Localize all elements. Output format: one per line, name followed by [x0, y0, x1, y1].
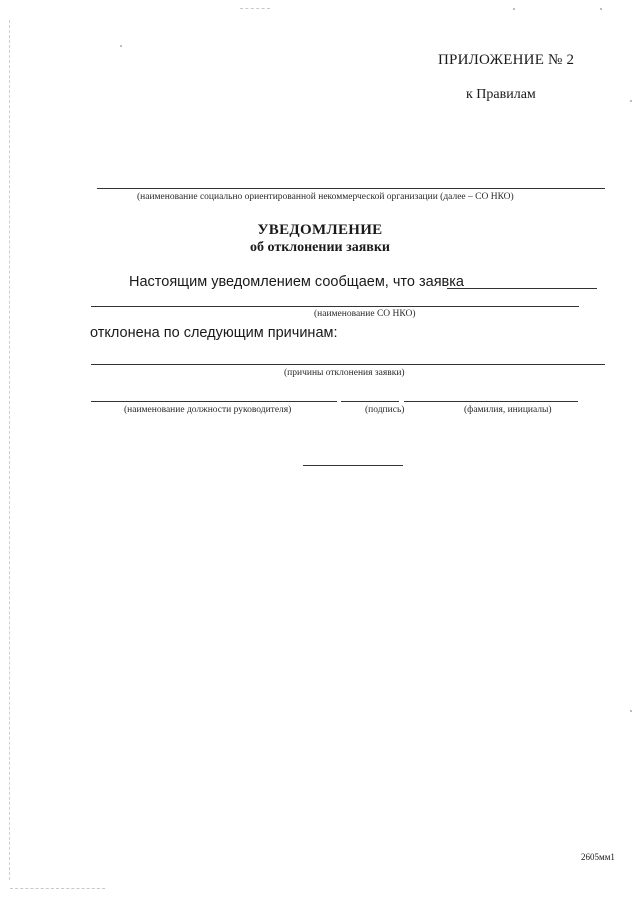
scan-edge-bottom [10, 888, 105, 889]
org-short-line [91, 306, 579, 307]
scan-dot [630, 710, 632, 712]
scan-dot [630, 100, 632, 102]
closing-rule [303, 465, 403, 466]
scan-edge-left [9, 20, 10, 880]
name-caption: (фамилия, инициалы) [464, 405, 552, 415]
signature-line [341, 401, 399, 402]
annex-subtitle: к Правилам [466, 87, 536, 102]
reasons-caption: (причины отклонения заявки) [284, 368, 405, 378]
application-number-line [447, 288, 597, 289]
name-line [404, 401, 578, 402]
position-line [91, 401, 337, 402]
org-name-caption: (наименование социально ориентированной некоммерческой организации (далее – СО НКО) [137, 192, 514, 202]
position-caption: (наименование должности руководителя) [124, 405, 292, 415]
reasons-line [91, 364, 605, 365]
scan-dot [513, 8, 515, 10]
notice-subtitle: об отклонении заявки [250, 240, 390, 255]
signature-caption: (подпись) [365, 405, 405, 415]
annex-title: ПРИЛОЖЕНИЕ № 2 [438, 52, 575, 68]
org-name-line [97, 188, 605, 189]
notice-body-line1: Настоящим уведомлением сообщаем, что заявка [129, 274, 464, 290]
org-short-caption: (наименование СО НКО) [314, 309, 416, 319]
footer-code: 2605мм1 [581, 852, 615, 862]
notice-title: УВЕДОМЛЕНИЕ [257, 222, 383, 238]
scan-dot [120, 45, 122, 47]
scan-dot [600, 8, 602, 10]
scan-edge-top [240, 8, 270, 9]
notice-body-line2: отклонена по следующим причинам: [90, 325, 338, 341]
